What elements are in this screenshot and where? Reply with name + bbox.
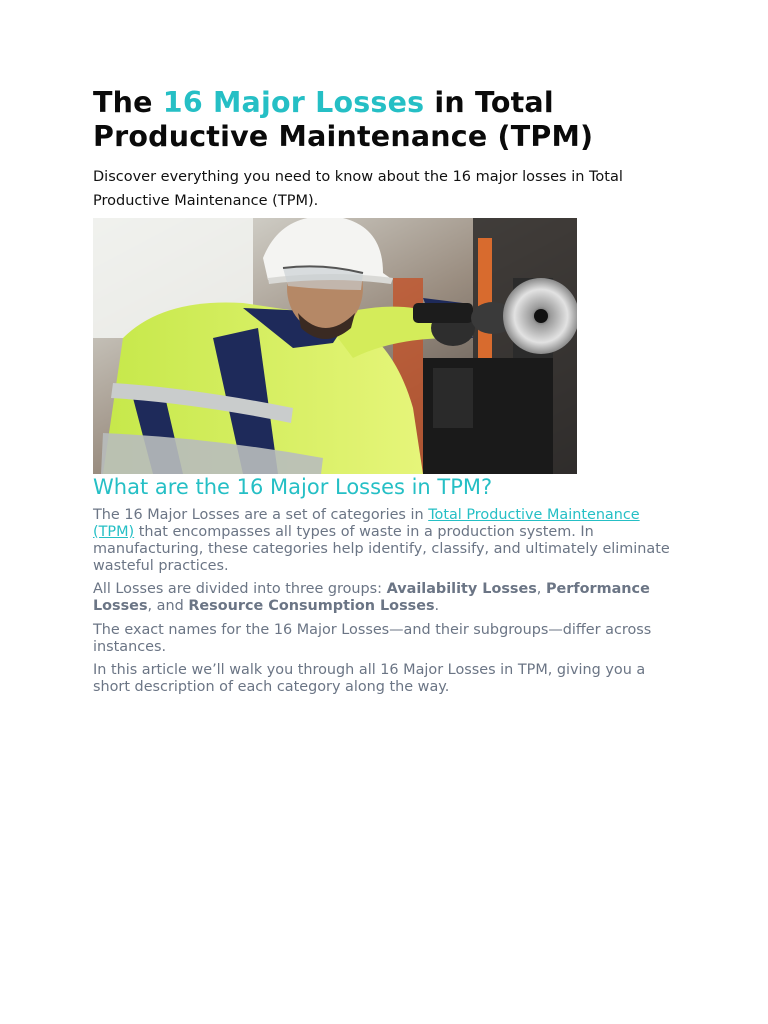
para1-post: that encompasses all types of waste in a production system. In manufacturing, these categories help identify, classify, and ultimately eliminate wasteful practices. [93,524,670,574]
tpm-link[interactable]: Total Productive Maintenance (TPM) [93,507,640,540]
para1-pre: The 16 Major Losses are a set of categories in [93,507,429,523]
article-title [93,86,683,154]
resource-consumption-losses: Resource Consumption Losses [188,598,435,614]
intro-text: Discover everything you need to know about the 16 major losses in Total Productive Maintenance (TPM). [93,169,623,209]
availability-losses: Availability Losses [386,581,537,597]
title-post: in Total Productive Maintenance (TPM) [93,86,594,153]
title-highlight: 16 Major Losses [162,86,425,119]
article [93,86,683,696]
para2-end: . [434,598,440,614]
paragraph-3: The exact names for the 16 Major Losses—and their subgroups—differ across instances. [93,622,652,655]
para2-pre: All Losses are divided into three groups: [93,581,387,597]
para2-sep2: , and [147,598,189,614]
paragraph-4: In this article we’ll walk you through all 16 Major Losses in TPM, giving you a short description of each category along the way. [93,662,646,695]
para2-sep1: , [536,581,546,597]
section-heading: What are the 16 Major Losses in TPM? [93,475,493,499]
paragraph-2 [93,581,683,615]
paragraph-1 [93,507,683,575]
hero-image [93,218,577,474]
performance-losses: Performance Losses [93,581,650,614]
title-pre: The [93,86,163,119]
